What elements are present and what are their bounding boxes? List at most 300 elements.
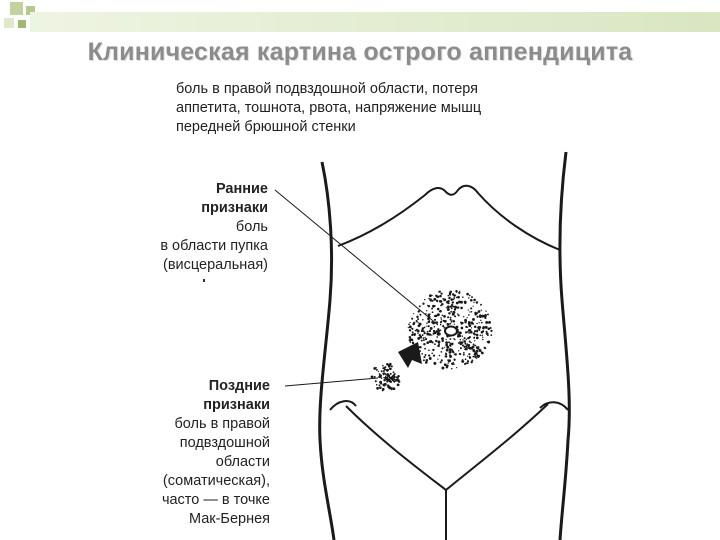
stipple-dot <box>479 314 482 317</box>
stipple-dot <box>422 327 425 330</box>
stipple-dot <box>424 327 426 329</box>
stipple-dot <box>430 327 433 330</box>
stipple-dot <box>416 320 418 322</box>
stipple-dot <box>471 321 474 324</box>
stipple-dot <box>476 330 478 332</box>
stipple-dot <box>464 301 467 304</box>
stipple-dot <box>446 349 449 352</box>
stipple-dot <box>450 317 452 319</box>
stipple-dot <box>425 354 427 356</box>
stipple-dot <box>456 367 457 368</box>
stipple-dot <box>481 310 482 311</box>
late-signs-text: (соматическая), <box>162 473 270 489</box>
stipple-dot <box>433 330 435 332</box>
stipple-dot <box>430 334 432 336</box>
stipple-dot <box>434 326 436 328</box>
stipple-dot <box>451 343 454 346</box>
stipple-dot <box>464 363 466 365</box>
stipple-dot <box>429 314 430 315</box>
stipple-dot <box>446 366 448 368</box>
stipple-dot <box>451 304 453 306</box>
stipple-dot <box>440 324 442 326</box>
stipple-dot <box>462 335 464 337</box>
stipple-dot <box>464 348 466 350</box>
stipple-dot <box>381 370 383 372</box>
stipple-dot <box>467 362 469 364</box>
late-signs-text: области <box>215 454 270 470</box>
stipple-dot <box>457 313 458 314</box>
stipple-dot <box>460 307 463 310</box>
stipple-dot <box>440 361 442 363</box>
stipple-dot <box>397 375 399 377</box>
stipple-dot <box>479 349 482 352</box>
stipple-dot <box>422 303 424 305</box>
stipple-dot <box>424 348 426 350</box>
stipple-dot <box>478 326 481 329</box>
stipple-dot <box>453 320 456 323</box>
stipple-dot <box>417 337 420 340</box>
stipple-dot <box>451 320 452 321</box>
stipple-dot <box>386 363 389 366</box>
stipple-dot <box>441 319 442 320</box>
stipple-dot <box>445 341 448 344</box>
stipple-dot <box>469 341 471 343</box>
stipple-dot <box>462 296 464 298</box>
stipple-dot <box>412 331 414 333</box>
stipple-dot <box>437 358 438 359</box>
stipple-dot <box>433 354 435 356</box>
late-signs-text: подвздошной <box>179 435 270 451</box>
stipple-dot <box>459 342 462 345</box>
stipple-dot <box>471 296 473 298</box>
stipple-dot <box>448 312 450 314</box>
stipple-dot <box>382 365 384 367</box>
stipple-dot <box>448 362 449 363</box>
stipple-dot <box>490 330 492 332</box>
stipple-dot <box>483 331 485 333</box>
stipple-dot <box>448 341 450 343</box>
stipple-dot <box>415 330 417 332</box>
stipple-dot <box>440 317 442 319</box>
stipple-dot <box>479 322 480 323</box>
stipple-dot <box>440 292 442 294</box>
stipple-dot <box>474 333 476 335</box>
stipple-dot <box>468 344 470 346</box>
stipple-dot <box>447 323 449 325</box>
stipple-dot <box>473 302 474 303</box>
stipple-dot <box>484 315 487 318</box>
early-signs-text: в области пупка <box>160 238 268 254</box>
stipple-dot <box>437 313 440 316</box>
stipple-dot <box>389 363 392 366</box>
stipple-dot <box>413 313 414 314</box>
stipple-dot <box>440 305 442 307</box>
stipple-dot <box>474 313 477 316</box>
stipple-dot <box>465 326 467 328</box>
stipple-dot <box>444 347 445 348</box>
stipple-dot <box>408 327 409 328</box>
stipple-dot <box>391 365 393 367</box>
stipple-dot <box>467 360 469 362</box>
stipple-dot <box>485 310 486 311</box>
stipple-dot <box>451 368 452 369</box>
stipple-dot <box>373 367 376 370</box>
stipple-dot <box>460 347 462 349</box>
stipple-dot <box>461 327 464 330</box>
left-iliac-outline <box>330 401 356 410</box>
stipple-dot <box>439 295 442 298</box>
stipple-dot <box>434 343 436 345</box>
stipple-dot <box>424 337 425 338</box>
torso-right-outline <box>560 152 569 540</box>
stipple-dot <box>477 356 479 358</box>
stipple-dot <box>441 351 443 353</box>
stipple-dot <box>431 308 433 310</box>
stipple-dot <box>380 383 382 385</box>
stipple-dot <box>453 297 454 298</box>
stipple-dot <box>408 323 410 325</box>
stipple-dot <box>459 353 460 354</box>
stipple-dot <box>431 353 433 355</box>
stipple-dot <box>412 342 415 345</box>
stipple-dot <box>474 345 475 346</box>
stipple-dot <box>428 349 430 351</box>
stipple-dot <box>378 371 379 372</box>
stipple-dot <box>453 338 455 340</box>
stipple-dot <box>457 296 460 299</box>
stipple-dot <box>426 310 427 311</box>
stipple-dot <box>468 322 471 325</box>
stipple-dot <box>450 355 452 357</box>
slide-title: Клиническая картина острого аппендицита <box>87 38 633 66</box>
stipple-dot <box>411 327 413 329</box>
stipple-dot <box>423 337 425 339</box>
stipple-dot <box>426 323 427 324</box>
stipple-dot <box>456 302 459 305</box>
stipple-dot <box>449 323 451 325</box>
stipple-dot <box>450 311 452 313</box>
pain-migration-arrow <box>398 342 422 368</box>
stipple-dot <box>434 319 436 321</box>
stipple-dot <box>423 330 425 332</box>
stipple-dot <box>449 291 452 294</box>
stipple-dot <box>450 305 452 307</box>
stipple-dot <box>476 334 479 337</box>
stipple-dot <box>421 353 423 355</box>
stipple-dot <box>476 323 478 325</box>
stipple-dot <box>487 313 489 315</box>
stipple-dot <box>423 339 425 341</box>
stipple-dot <box>426 359 429 362</box>
stipple-dot <box>417 329 420 332</box>
stipple-dot <box>478 310 481 313</box>
stipple-dot <box>471 360 473 362</box>
stipple-dot <box>436 300 438 302</box>
stipple-dot <box>457 306 459 308</box>
stipple-dot <box>422 319 424 321</box>
stipple-dot <box>428 305 430 307</box>
late-signs-heading: Поздние <box>208 378 270 394</box>
stipple-dot <box>470 299 473 302</box>
stipple-dot <box>474 330 476 332</box>
stipple-dot <box>448 295 450 297</box>
stipple-dot <box>468 353 470 355</box>
stipple-dot <box>471 347 473 349</box>
stipple-dot <box>454 315 456 317</box>
stipple-dot <box>480 320 481 321</box>
stipple-dot <box>423 356 425 358</box>
mcburney-point-mark: ✕ <box>384 369 398 388</box>
stipple-dot <box>378 384 380 386</box>
stipple-dot <box>466 339 467 340</box>
stipple-dot <box>428 325 430 327</box>
stipple-dot <box>418 325 419 326</box>
stipple-dot <box>490 334 492 336</box>
stipple-dot <box>422 334 424 336</box>
stipple-dot <box>464 340 467 343</box>
stipple-dot <box>445 355 447 357</box>
stipple-dot <box>435 340 437 342</box>
stipple-dot <box>459 291 460 292</box>
stipple-dot <box>465 331 467 333</box>
stipple-dot <box>451 321 453 323</box>
stipple-dot <box>428 354 430 356</box>
early-signs-leader-line <box>275 190 438 325</box>
stipple-dot <box>470 307 472 309</box>
stipple-dot <box>458 335 461 338</box>
symptoms-line: боль в правой подвздошной области, потеря <box>176 81 479 97</box>
stipple-dot <box>461 322 463 324</box>
groin-outline <box>346 404 548 490</box>
stipple-dot <box>469 329 471 331</box>
late-signs-text: часто — в точке <box>161 492 270 508</box>
stipple-dot <box>410 342 411 343</box>
stipple-dot <box>409 329 411 331</box>
stipple-dot <box>431 334 432 335</box>
stipple-dot <box>444 320 447 323</box>
stipple-dot <box>487 334 489 336</box>
stipple-dot <box>421 340 423 342</box>
stipple-dot <box>454 306 457 309</box>
stipple-dot <box>468 309 469 310</box>
stipple-dot <box>481 322 483 324</box>
late-signs-text: боль в правой <box>174 416 270 432</box>
stipple-dot <box>423 359 425 361</box>
stipple-dot <box>445 353 447 355</box>
stipple-dot <box>452 313 455 316</box>
stipple-dot <box>445 344 448 347</box>
stipple-dot <box>467 346 470 349</box>
stipple-dot <box>441 340 443 342</box>
stipple-dot <box>431 295 433 297</box>
stipple-dot <box>412 323 415 326</box>
stipple-dot <box>474 340 475 341</box>
stipple-dot <box>437 330 440 333</box>
stipple-dot <box>376 387 379 390</box>
stipple-dot <box>410 338 412 340</box>
stipple-dot <box>470 331 473 334</box>
stipple-dot <box>483 326 485 328</box>
stipple-dot <box>446 301 449 304</box>
stipple-dot <box>468 332 470 334</box>
stipple-dot <box>443 298 446 301</box>
stipple-dot <box>449 344 451 346</box>
stipple-dot <box>437 308 440 311</box>
stipple-dot <box>433 298 436 301</box>
stipple-dot <box>482 337 483 338</box>
stipple-dot <box>432 311 434 313</box>
stipple-dot <box>472 356 474 358</box>
stipple-dot <box>438 343 440 345</box>
stipple-dot <box>416 316 418 318</box>
stipple-dot <box>423 343 425 345</box>
stipple-dot <box>376 369 378 371</box>
stipple-dot <box>473 337 475 339</box>
stipple-dot <box>472 306 473 307</box>
stipple-dot <box>462 359 464 361</box>
stipple-dot <box>445 339 446 340</box>
stipple-dot <box>471 327 472 328</box>
stipple-dot <box>485 326 488 329</box>
stipple-dot <box>440 321 442 323</box>
stipple-dot <box>379 386 382 389</box>
stipple-dot <box>426 325 427 326</box>
stipple-dot <box>432 305 435 308</box>
stipple-dot <box>482 339 484 341</box>
stipple-dot <box>433 332 435 334</box>
stipple-dot <box>467 355 468 356</box>
stipple-dot <box>450 298 453 301</box>
stipple-dot <box>454 308 456 310</box>
stipple-dot <box>474 326 477 329</box>
stipple-dot <box>458 350 459 351</box>
stipple-dot <box>482 335 483 336</box>
late-signs-heading: признаки <box>203 397 270 413</box>
stipple-dot <box>432 300 434 302</box>
stipple-dot <box>419 314 421 316</box>
stipple-dot <box>476 301 478 303</box>
stipple-dot <box>439 310 442 313</box>
stipple-dot <box>451 308 453 310</box>
stipple-dot <box>421 329 423 331</box>
stipple-dot <box>418 311 420 313</box>
stipple-dot <box>436 336 438 338</box>
stipple-dot <box>459 331 462 334</box>
stipple-dot <box>456 290 458 292</box>
stipple-dot <box>469 356 471 358</box>
stipple-dot <box>376 384 378 386</box>
stipple-dot <box>452 302 454 304</box>
stipple-dot <box>464 343 466 345</box>
stipple-dot <box>480 304 482 306</box>
stipple-dot <box>453 359 455 361</box>
stipple-dot <box>398 381 400 383</box>
stipple-dot <box>397 379 399 381</box>
stipple-dot <box>477 316 479 318</box>
stipple-dot <box>467 317 468 318</box>
stipple-dot <box>437 328 439 330</box>
stipple-dot <box>388 366 389 367</box>
stipple-dot <box>442 325 444 327</box>
stipple-dot <box>410 322 411 323</box>
early-signs-heading: Ранние <box>215 181 268 197</box>
stipple-dot <box>435 295 437 297</box>
stipple-dot <box>454 354 455 355</box>
stipple-dot <box>460 339 462 341</box>
stipple-dot <box>453 299 454 300</box>
stipple-dot <box>453 352 455 354</box>
stipple-dot <box>442 315 444 317</box>
stipple-dot <box>464 337 466 339</box>
stipple-dot <box>429 357 432 360</box>
stipple-dot <box>468 337 470 339</box>
stipple-dot <box>451 363 453 365</box>
stipple-dot <box>481 352 484 355</box>
stipple-dot <box>466 293 469 296</box>
symptoms-line: аппетита, тошнота, рвота, напряжение мышц <box>176 100 482 116</box>
stipple-dot <box>450 319 452 321</box>
stipple-dot <box>473 299 476 302</box>
stipple-dot <box>431 341 433 343</box>
stipple-dot <box>446 307 447 308</box>
stipple-dot <box>441 338 443 340</box>
stipple-dot <box>375 380 377 382</box>
stipple-dot <box>441 359 443 361</box>
stipple-dot <box>424 299 425 300</box>
stipple-dot <box>471 311 473 313</box>
stipple-dot <box>449 338 451 340</box>
stipple-dot <box>464 321 466 323</box>
stipple-dot <box>479 334 481 336</box>
stipple-dot <box>458 292 460 294</box>
stipple-dot <box>468 314 470 316</box>
stipple-dot <box>472 318 475 321</box>
stipple-dot <box>449 351 452 354</box>
stipple-dot <box>447 316 449 318</box>
stipple-dot <box>488 322 489 323</box>
stipple-dot <box>462 344 464 346</box>
stipple-dot <box>417 322 418 323</box>
stipple-dot <box>441 367 444 370</box>
stipple-dot <box>429 320 430 321</box>
stipple-dot <box>448 297 450 299</box>
stipple-dot <box>419 334 421 336</box>
stipple-dot <box>439 291 441 293</box>
stipple-dot <box>441 347 443 349</box>
stipple-dot <box>463 316 464 317</box>
stipple-dot <box>468 297 469 298</box>
stipple-dot <box>427 331 428 332</box>
stipple-dot <box>447 305 450 308</box>
stipple-dot <box>429 330 431 332</box>
stipple-dot <box>417 333 418 334</box>
stipple-dot <box>478 346 480 348</box>
stipple-dot <box>425 338 427 340</box>
stipple-dot <box>429 340 432 343</box>
stipple-dot <box>379 375 382 378</box>
stipple-dot <box>443 315 446 318</box>
stipple-dot <box>382 390 384 392</box>
stipple-dot <box>451 349 453 351</box>
torso-left-outline <box>320 162 334 540</box>
stipple-dot <box>412 334 414 336</box>
stipple-dot <box>476 357 478 359</box>
stipple-dot <box>462 339 463 340</box>
stipple-dot <box>447 308 450 311</box>
stipple-dot <box>409 337 411 339</box>
stipple-dot <box>419 305 421 307</box>
stipple-dot <box>476 337 479 340</box>
